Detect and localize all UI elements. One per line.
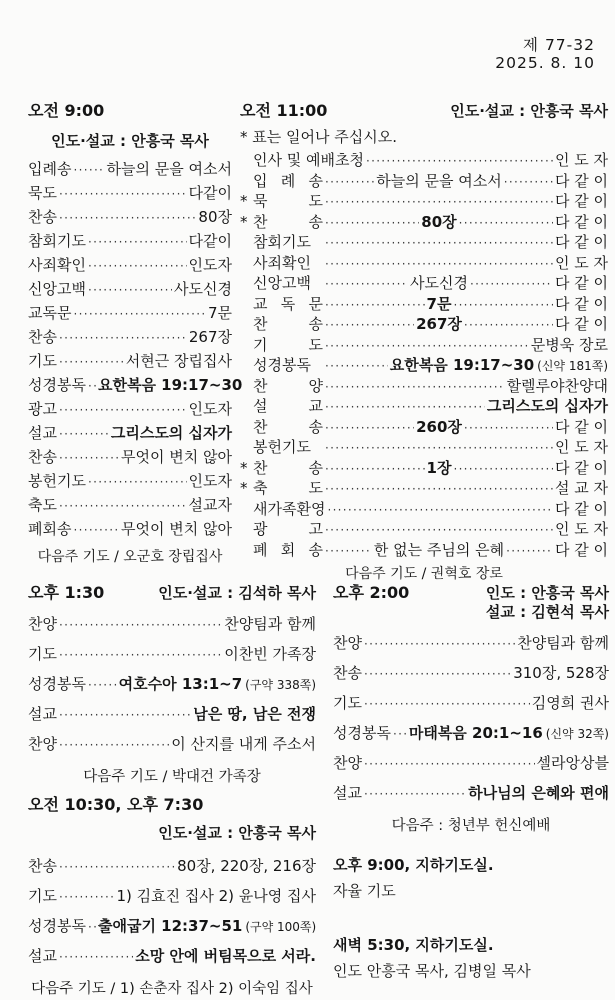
item-value: 1) 김효진 집사 2) 윤나영 집사 <box>116 887 316 905</box>
order-row <box>240 522 608 538</box>
order-row <box>28 918 316 935</box>
item-label: 설교 <box>28 947 57 965</box>
page-ref: (신약 32쪽) <box>545 727 609 741</box>
star-mark: * <box>240 458 248 477</box>
service-leader: 인도·설교 : 안흥국 목사 <box>158 824 316 842</box>
item-right: 인 도 자 <box>554 151 608 169</box>
order-row <box>28 258 232 274</box>
dot-leader <box>59 210 196 226</box>
order-row <box>333 635 609 652</box>
order-list <box>333 635 609 802</box>
service-dawn <box>333 932 609 984</box>
item-label: 입 례 송 <box>253 171 323 190</box>
service-desc: 인도 안흥국 목사, 김병일 목사 <box>333 962 531 980</box>
order-row <box>28 522 232 538</box>
item-mid: 260장 <box>416 417 462 436</box>
item-label: 설교 <box>28 705 57 723</box>
item-value: 하나님의 은혜와 편애 <box>468 784 609 802</box>
item-right: 다 같 이 <box>554 540 608 559</box>
item-right: 다 같 이 <box>554 458 608 477</box>
order-row <box>333 755 609 772</box>
item-value: 사도신경 <box>174 280 232 298</box>
item-mid: 사도신경 <box>410 274 468 292</box>
dot-leader <box>325 358 388 374</box>
item-value: 인도자 <box>188 472 232 490</box>
item-label: 찬 양 <box>253 376 323 395</box>
item-mid: 80장 <box>421 212 457 231</box>
order-row <box>28 736 316 753</box>
service-header <box>333 580 609 622</box>
order-row <box>240 458 608 477</box>
dot-leader <box>453 461 553 477</box>
order-row <box>28 858 316 875</box>
item-label: 폐 회 송 <box>253 540 323 559</box>
order-row <box>240 335 608 354</box>
order-row <box>28 162 232 178</box>
scripture-ref: 마태복음 20:1~16 <box>408 724 543 742</box>
item-label: 신앙고백 <box>28 280 86 298</box>
service-time: 오후 1:30 <box>28 583 105 602</box>
item-label: 성경봉독 <box>253 356 311 374</box>
next-week-note: 다음주 기도 / 권혁호 장로 <box>345 566 503 582</box>
item-label: 광 고 <box>253 520 323 538</box>
item-label: 교독문 <box>28 304 72 322</box>
dot-leader <box>325 276 408 292</box>
item-label: 묵도 <box>28 184 57 202</box>
dot-leader <box>88 258 187 274</box>
item-value: 서현근 장립집사 <box>125 352 232 370</box>
service-leader: 인도·설교 : 안흥국 목사 <box>51 132 209 150</box>
item-label: 기도 <box>28 645 57 663</box>
item-mid: 1장 <box>426 458 452 477</box>
item-label: 폐회송 <box>28 520 72 538</box>
dot-leader <box>59 706 191 723</box>
next-week-note: 다음주 기도 / 1) 손춘자 집사 2) 이숙임 집사 <box>31 981 313 997</box>
dot-leader <box>364 755 535 772</box>
next-week-note: 다음주 : 청년부 헌신예배 <box>391 818 551 834</box>
dot-leader <box>59 646 222 663</box>
stand-note: * 표는 일어나 주십시오. <box>240 128 397 146</box>
item-value: 셀라앙상블 <box>536 754 609 772</box>
dot-leader <box>325 256 553 272</box>
dot-leader <box>325 338 529 354</box>
page-ref: (구약 100쪽) <box>245 920 317 934</box>
page-ref: (신약 181쪽) <box>537 359 608 373</box>
dot-leader <box>506 543 553 559</box>
service-am11 <box>240 98 608 583</box>
dot-leader <box>59 186 187 202</box>
item-value: 요한복음 19:17~30 <box>97 376 243 394</box>
item-label: 묵 도 <box>253 192 323 210</box>
order-row <box>28 402 232 418</box>
item-right: 다 같 이 <box>554 274 608 292</box>
item-value: 이찬빈 가족장 <box>224 645 316 663</box>
dot-leader <box>325 317 414 333</box>
item-label: 찬 송 <box>253 458 323 477</box>
service-time: 오후 9:00, 지하기도실. <box>333 856 494 874</box>
item-right <box>390 358 608 374</box>
item-right: 다 같 이 <box>554 417 608 436</box>
service-time: 오전 9:00 <box>28 101 105 120</box>
order-row <box>28 450 232 466</box>
item-label: 찬송 <box>28 448 57 466</box>
item-value: 찬양팀과 함께 <box>517 634 609 652</box>
item-label: 사죄확인 <box>28 256 86 274</box>
item-label: 인사 및 예배초청 <box>253 151 364 169</box>
order-row <box>28 282 232 298</box>
issue-number: 제 77-32 <box>523 36 595 54</box>
service-pm9 <box>333 852 609 904</box>
order-row <box>28 948 316 965</box>
item-right: 다 같 이 <box>554 192 608 210</box>
dot-leader <box>393 725 407 742</box>
item-label: 설교 <box>28 424 57 442</box>
item-label: 설 교 <box>253 397 323 415</box>
dot-leader <box>59 402 187 418</box>
item-value: 하늘의 문을 여소서 <box>106 160 232 178</box>
order-row <box>240 235 608 251</box>
item-right: 다 같 이 <box>554 233 608 251</box>
item-label: 참회기도 <box>253 233 311 251</box>
order-row <box>240 440 608 456</box>
dot-leader <box>366 153 553 169</box>
dot-leader <box>325 235 553 251</box>
dot-leader <box>59 450 119 466</box>
item-label: 입례송 <box>28 160 72 178</box>
item-label: 찬송 <box>28 208 57 226</box>
order-row <box>28 426 232 442</box>
item-label: 광고 <box>28 400 57 418</box>
next-week-note: 다음주 기도 / 박대건 가족장 <box>83 769 261 785</box>
dot-leader <box>325 194 553 210</box>
order-row <box>28 376 243 394</box>
dot-leader <box>59 498 187 514</box>
service-leader: 인도·설교 : 김석하 목사 <box>158 584 316 602</box>
dot-leader <box>470 276 553 292</box>
item-right: 다 같 이 <box>554 315 608 333</box>
preacher-line: 설교 : 김현석 목사 <box>485 603 609 621</box>
scripture-ref: 출애굽기 12:37~51 <box>97 917 243 935</box>
leader-line: 인도 : 안흥국 목사 <box>485 584 609 602</box>
item-label: 축 도 <box>253 479 323 497</box>
item-mid: 하늘의 문을 여소서 <box>376 171 502 190</box>
item-right: 그리스도의 십자가 <box>486 397 608 415</box>
star-mark: * <box>240 479 248 497</box>
dot-leader <box>88 676 117 693</box>
item-value: 7문 <box>207 304 232 322</box>
order-row <box>28 474 232 490</box>
item-label: 성경봉독 <box>28 917 86 935</box>
item-right: 인 도 자 <box>554 253 608 272</box>
dot-leader <box>59 426 109 442</box>
item-value: 소망 안에 버팀목으로 서라. <box>135 947 316 965</box>
dot-leader <box>59 858 175 875</box>
dot-leader <box>59 888 114 905</box>
item-label: 찬 송 <box>253 417 323 436</box>
item-value: 찬양팀과 함께 <box>224 615 316 633</box>
service-am9 <box>28 98 243 566</box>
order-row <box>28 616 316 633</box>
item-value <box>119 676 316 693</box>
item-label: 새가족환영 <box>253 499 326 518</box>
item-label: 성경봉독 <box>28 675 86 693</box>
dot-leader <box>88 474 187 490</box>
dot-leader <box>504 174 553 190</box>
item-value: 설교자 <box>188 496 232 514</box>
item-label: 찬 송 <box>253 212 323 231</box>
item-value: 남은 땅, 남은 전쟁 <box>193 705 316 723</box>
item-value: 그리스도의 십자가 <box>110 424 232 442</box>
dot-leader <box>325 440 553 456</box>
dot-leader <box>459 215 553 231</box>
order-row <box>240 194 608 210</box>
service-time: 오후 2:00 <box>333 583 410 602</box>
item-mid: 7문 <box>426 294 452 313</box>
order-row <box>28 706 316 723</box>
order-row <box>28 676 316 693</box>
dot-leader <box>73 522 119 538</box>
dot-leader <box>59 330 187 346</box>
page-ref: (구약 338쪽) <box>245 678 316 692</box>
item-value: 다같이 <box>188 184 232 202</box>
item-right: 문병욱 장로 <box>530 335 608 354</box>
item-mid: 한 없는 주님의 은혜 <box>373 540 505 559</box>
dot-leader <box>59 736 169 753</box>
item-value: 이 산지를 내게 주소서 <box>171 735 316 753</box>
issue-date: 2025. 8. 10 <box>495 54 595 72</box>
item-right: 설 교 자 <box>554 479 608 497</box>
order-row <box>240 276 608 292</box>
dot-leader <box>453 297 553 313</box>
order-row <box>240 171 608 190</box>
order-row <box>240 376 608 395</box>
item-label: 찬송 <box>28 857 57 875</box>
item-label: 찬양 <box>333 634 362 652</box>
item-label: 찬 송 <box>253 315 323 333</box>
item-value: 무엇이 변치 않아 <box>121 520 232 538</box>
item-value: 인도자 <box>188 400 232 418</box>
item-label: 축도 <box>28 496 57 514</box>
item-right: 다 같 이 <box>554 499 608 518</box>
order-list <box>240 153 608 559</box>
star-mark: * <box>240 192 248 210</box>
next-week-note: 다음주 기도 / 오군호 장립집사 <box>37 549 223 565</box>
item-label: 기도 <box>333 694 362 712</box>
dot-leader <box>59 948 133 965</box>
dot-leader <box>325 543 372 559</box>
dot-leader <box>73 306 205 322</box>
item-label: 찬송 <box>28 328 57 346</box>
order-row <box>28 498 232 514</box>
order-row <box>240 540 608 559</box>
order-list <box>28 858 316 965</box>
item-label: 기도 <box>28 887 57 905</box>
scripture-ref: 여호수아 13:1~7 <box>118 675 243 693</box>
item-value: 80장 <box>198 208 232 226</box>
dot-leader <box>59 616 222 633</box>
dot-leader <box>364 635 515 652</box>
item-value: 무엇이 변치 않아 <box>121 448 232 466</box>
item-label: 기 도 <box>253 335 323 354</box>
order-list <box>28 616 316 753</box>
item-label: 찬양 <box>333 754 362 772</box>
order-row <box>28 330 232 346</box>
item-right: 인 도 자 <box>554 520 608 538</box>
item-label: 사죄확인 <box>253 253 311 272</box>
service-time: 오전 10:30, 오후 7:30 <box>28 795 204 814</box>
item-value: 다같이 <box>188 232 232 250</box>
order-row <box>28 354 232 370</box>
item-label: 찬송 <box>333 664 362 682</box>
order-row <box>28 888 316 905</box>
order-row <box>240 499 608 518</box>
service-time: 오전 11:00 <box>240 101 328 120</box>
order-row <box>240 481 608 497</box>
order-row <box>28 646 316 663</box>
dot-leader <box>325 399 485 415</box>
item-label: 찬양 <box>28 615 57 633</box>
item-right: 할렐루야찬양대 <box>506 376 608 395</box>
order-row <box>28 186 232 202</box>
item-value: 인도자 <box>188 256 232 274</box>
item-value <box>409 725 609 742</box>
dot-leader <box>364 695 530 712</box>
item-right: 다 같 이 <box>554 212 608 231</box>
dot-leader <box>59 354 124 370</box>
item-label: 찬양 <box>28 735 57 753</box>
dot-leader <box>325 174 374 190</box>
service-pm2 <box>333 580 609 835</box>
order-row <box>333 725 609 742</box>
order-row <box>240 212 608 231</box>
item-label: 성경봉독 <box>28 376 86 394</box>
dot-leader <box>88 918 96 935</box>
dot-leader <box>325 461 425 477</box>
order-row <box>333 695 609 712</box>
service-header <box>28 580 316 603</box>
dot-leader <box>88 234 187 250</box>
dot-leader <box>327 502 553 518</box>
dot-leader <box>88 378 96 394</box>
item-label: 신앙고백 <box>253 274 311 292</box>
order-row <box>240 358 608 374</box>
order-list <box>28 160 243 538</box>
service-pm130 <box>28 580 316 786</box>
dot-leader <box>325 215 419 231</box>
order-row <box>333 785 609 802</box>
item-label: 성경봉독 <box>333 724 391 742</box>
issue-meta <box>495 36 595 72</box>
item-label: 기도 <box>28 352 57 370</box>
service-time: 새벽 5:30, 지하기도실. <box>333 936 494 954</box>
dot-leader <box>464 420 553 436</box>
order-row <box>28 210 232 226</box>
dot-leader <box>464 317 553 333</box>
order-row <box>240 417 608 436</box>
dot-leader <box>73 162 104 178</box>
item-value: 김영희 권사 <box>531 694 609 712</box>
order-row <box>240 294 608 313</box>
service-header <box>240 98 608 121</box>
item-value: 267장 <box>188 328 232 346</box>
item-label: 봉헌기도 <box>28 472 86 490</box>
item-right: 다 같 이 <box>554 171 608 190</box>
item-label: 봉헌기도 <box>253 438 311 456</box>
order-row <box>240 153 608 169</box>
scripture-ref: 요한복음 19:17~30 <box>389 356 535 374</box>
dot-leader <box>325 420 414 436</box>
order-row <box>240 399 608 415</box>
item-label: 교 독 문 <box>253 294 323 313</box>
dot-leader <box>364 665 511 682</box>
item-right: 인 도 자 <box>554 438 608 456</box>
order-row <box>240 253 608 272</box>
item-value <box>98 918 316 935</box>
order-row <box>333 665 609 682</box>
order-row <box>28 306 232 322</box>
dot-leader <box>325 481 553 497</box>
order-row <box>28 234 232 250</box>
service-am1030 <box>28 792 316 998</box>
service-desc: 자율 기도 <box>333 882 396 900</box>
item-value: 80장, 220장, 216장 <box>177 857 316 875</box>
item-right: 다 같 이 <box>554 294 608 313</box>
star-mark: * <box>240 212 248 231</box>
dot-leader <box>325 379 505 395</box>
item-value: 310장, 528장 <box>513 664 609 682</box>
order-row <box>240 317 608 333</box>
dot-leader <box>364 785 466 802</box>
dot-leader <box>88 282 172 298</box>
service-leaders <box>486 584 609 622</box>
service-leader: 인도·설교 : 안흥국 목사 <box>450 102 608 120</box>
item-label: 참회기도 <box>28 232 86 250</box>
item-mid: 267장 <box>416 315 462 333</box>
dot-leader <box>325 297 425 313</box>
item-label: 설교 <box>333 784 362 802</box>
dot-leader <box>325 522 553 538</box>
